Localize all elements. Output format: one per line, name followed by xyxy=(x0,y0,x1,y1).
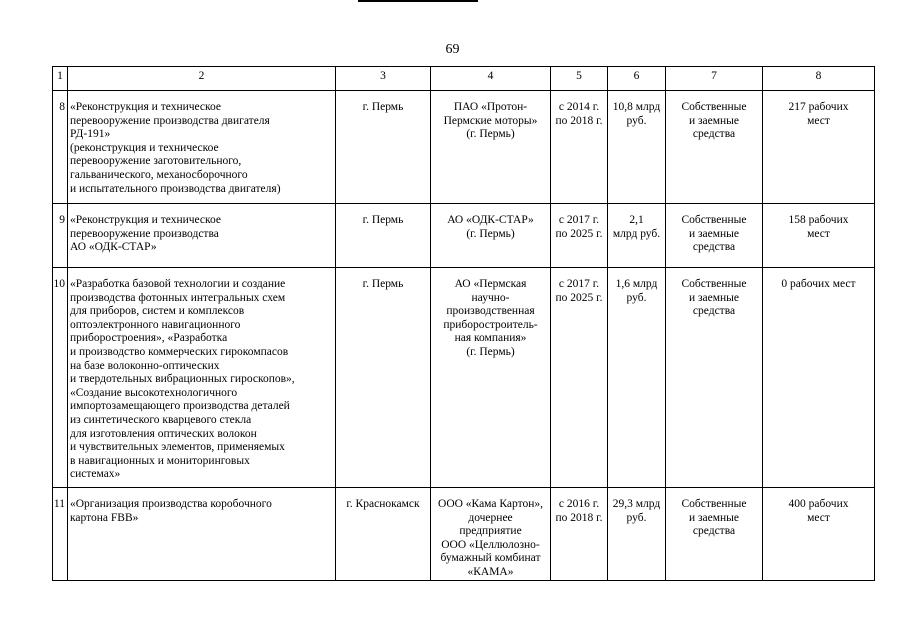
cell-text-line: по 2018 г. xyxy=(555,511,603,524)
cell-text-line: и чувствительных элементов, применяемых xyxy=(70,441,285,454)
cell-text-line: «Организация производства коробочного xyxy=(70,498,272,510)
cell-text-line: мест xyxy=(807,511,830,524)
table-row xyxy=(53,91,875,204)
cell-text-line: картона FBB» xyxy=(70,511,139,524)
page-number: 69 xyxy=(445,42,460,57)
cell-text-line: 217 рабочих xyxy=(788,101,849,113)
cell-text-line: (г. Пермь) xyxy=(466,227,515,240)
cell-text-line: «Разработка базовой технологии и создание xyxy=(70,278,286,290)
cell-text-line: г. Пермь xyxy=(362,278,404,290)
cell-text-line: с 2016 г. xyxy=(558,498,600,510)
cell-text-line: из синтетического кварцевого стекла xyxy=(70,413,252,426)
cell-text-line: производственная xyxy=(446,305,535,318)
top-scan-rule xyxy=(358,0,478,2)
cell-text-line: 29,3 млрд xyxy=(612,498,661,510)
row-number-cell: 9 xyxy=(53,204,68,268)
cell-text-line: 1,6 млрд xyxy=(615,278,658,290)
cell-text-line: Собственные xyxy=(681,101,747,113)
cell-text-line: производства фотонных интегральных схем xyxy=(70,291,286,304)
cell-text-line: и испытательного производства двигателя) xyxy=(70,182,281,195)
column-header: 8 xyxy=(763,67,875,91)
cell-text-line: по 2025 г. xyxy=(555,291,603,304)
cell-text-line: Собственные xyxy=(681,278,747,290)
cell-text-line: 158 рабочих xyxy=(788,214,849,226)
column-header: 6 xyxy=(608,67,666,91)
cell-text-line: оптоэлектронного навигационного xyxy=(70,318,241,331)
row-number-cell: 11 xyxy=(53,488,68,581)
cell-text-line: на базе волоконно-оптических xyxy=(70,359,220,372)
funding-cell xyxy=(666,91,763,204)
jobs-cell xyxy=(763,268,875,488)
cell-text-line: по 2025 г. xyxy=(555,227,603,240)
cell-text-line: и твердотельных вибрационных гироскопов», xyxy=(70,373,295,386)
cost-cell xyxy=(608,488,666,581)
cell-text-line: (реконструкция и техническое xyxy=(70,141,219,154)
column-header: 4 xyxy=(431,67,551,91)
cell-text-line: бумажный комбинат xyxy=(440,552,541,565)
cell-text-line: приборостроитель- xyxy=(443,318,538,331)
table-row xyxy=(53,488,875,581)
cell-text-line: г. Пермь xyxy=(362,214,404,226)
cell-text-line: «Реконструкция и техническое xyxy=(70,101,222,113)
cell-text-line: млрд руб. xyxy=(612,227,661,240)
cell-text-line: АО «ОДК-СТАР» xyxy=(447,214,534,226)
project-name-cell xyxy=(68,204,336,268)
cell-text-line: руб. xyxy=(626,114,647,127)
cell-text-line: дочернее xyxy=(468,511,513,524)
cell-text-line: в навигационных и мониторинговых xyxy=(70,454,250,467)
cell-text-line: мест xyxy=(807,227,830,240)
period-cell xyxy=(551,204,608,268)
period-cell xyxy=(551,268,608,488)
jobs-cell xyxy=(763,204,875,268)
table-header-row xyxy=(53,67,875,91)
cell-text-line: с 2014 г. xyxy=(558,101,600,113)
cell-text-line: Пермские моторы» xyxy=(443,114,538,127)
cell-text-line: по 2018 г. xyxy=(555,114,603,127)
company-cell xyxy=(431,488,551,581)
cell-text-line: средства xyxy=(692,305,736,318)
cell-text-line: 400 рабочих xyxy=(788,498,849,510)
cell-text-line: системах» xyxy=(70,468,121,481)
cell-text-line: и заемные xyxy=(688,291,740,304)
column-header: 3 xyxy=(336,67,431,91)
period-cell xyxy=(551,488,608,581)
cell-text-line: научно- xyxy=(471,291,510,304)
cell-text-line: 2,1 xyxy=(629,214,644,226)
cell-text-line: 0 рабочих мест xyxy=(781,278,856,290)
table-row xyxy=(53,204,875,268)
project-name-cell xyxy=(68,91,336,204)
cell-text-line: (г. Пермь) xyxy=(466,128,515,141)
period-cell xyxy=(551,91,608,204)
cell-text-line: средства xyxy=(692,128,736,141)
cell-text-line: руб. xyxy=(626,291,647,304)
cell-text-line: и производство коммерческих гирокомпасов xyxy=(70,345,289,358)
cell-text-line: ООО «Целлюлозно- xyxy=(441,538,540,551)
cell-text-line: гальванического, механосборочного xyxy=(70,168,248,181)
location-cell xyxy=(336,91,431,204)
location-cell xyxy=(336,488,431,581)
company-cell xyxy=(431,204,551,268)
cell-text-line: предприятие xyxy=(459,525,522,538)
cell-text-line: АО «ОДК-СТАР» xyxy=(70,241,157,254)
cell-text-line: ПАО «Протон- xyxy=(453,101,528,113)
cell-text-line: АО «Пермская xyxy=(454,278,527,290)
cell-text-line: для изготовления оптических волокон xyxy=(70,427,257,440)
column-header: 1 xyxy=(53,67,68,91)
jobs-cell xyxy=(763,488,875,581)
cell-text-line: 10,8 млрд xyxy=(612,101,661,113)
cell-text-line: руб. xyxy=(626,511,647,524)
cell-text-line: Собственные xyxy=(681,498,747,510)
cell-text-line: ООО «Кама Картон», xyxy=(438,498,543,510)
cell-text-line: перевооружение производства двигателя xyxy=(70,114,270,127)
cell-text-line: (г. Пермь) xyxy=(466,345,515,358)
cell-text-line: перевооружение производства xyxy=(70,227,219,240)
cell-text-line: РД-191» xyxy=(70,128,111,141)
cell-text-line: средства xyxy=(692,525,736,538)
cell-text-line: и заемные xyxy=(688,114,740,127)
column-header: 5 xyxy=(551,67,608,91)
cell-text-line: «КАМА» xyxy=(467,565,514,578)
cell-text-line: средства xyxy=(692,241,736,254)
company-cell xyxy=(431,268,551,488)
cost-cell xyxy=(608,204,666,268)
project-name-cell xyxy=(68,488,336,581)
cell-text-line: «Создание высокотехнологичного xyxy=(70,386,238,399)
cell-text-line: для приборов, систем и комплексов xyxy=(70,305,245,318)
location-cell xyxy=(336,204,431,268)
cell-text-line: с 2017 г. xyxy=(558,214,600,226)
company-cell xyxy=(431,91,551,204)
row-number-cell: 8 xyxy=(53,91,68,204)
row-number-cell: 10 xyxy=(53,268,68,488)
cost-cell xyxy=(608,91,666,204)
cost-cell xyxy=(608,268,666,488)
jobs-cell xyxy=(763,91,875,204)
cell-text-line: перевооружение заготовительного, xyxy=(70,155,242,168)
table-row xyxy=(53,268,875,488)
funding-cell xyxy=(666,268,763,488)
cell-text-line: Собственные xyxy=(681,214,747,226)
cell-text-line: г. Пермь xyxy=(362,101,404,113)
projects-table xyxy=(52,66,875,581)
location-cell xyxy=(336,268,431,488)
cell-text-line: приборостроения», «Разработка xyxy=(70,332,228,345)
cell-text-line: г. Краснокамск xyxy=(346,498,420,510)
cell-text-line: и заемные xyxy=(688,511,740,524)
cell-text-line: мест xyxy=(807,114,830,127)
column-header: 7 xyxy=(666,67,763,91)
funding-cell xyxy=(666,204,763,268)
cell-text-line: с 2017 г. xyxy=(558,278,600,290)
cell-text-line: ная компания» xyxy=(454,332,527,345)
project-name-cell xyxy=(68,268,336,488)
cell-text-line: «Реконструкция и техническое xyxy=(70,214,222,226)
cell-text-line: импортозамещающего производства деталей xyxy=(70,400,290,413)
column-header: 2 xyxy=(68,67,336,91)
cell-text-line: и заемные xyxy=(688,227,740,240)
funding-cell xyxy=(666,488,763,581)
